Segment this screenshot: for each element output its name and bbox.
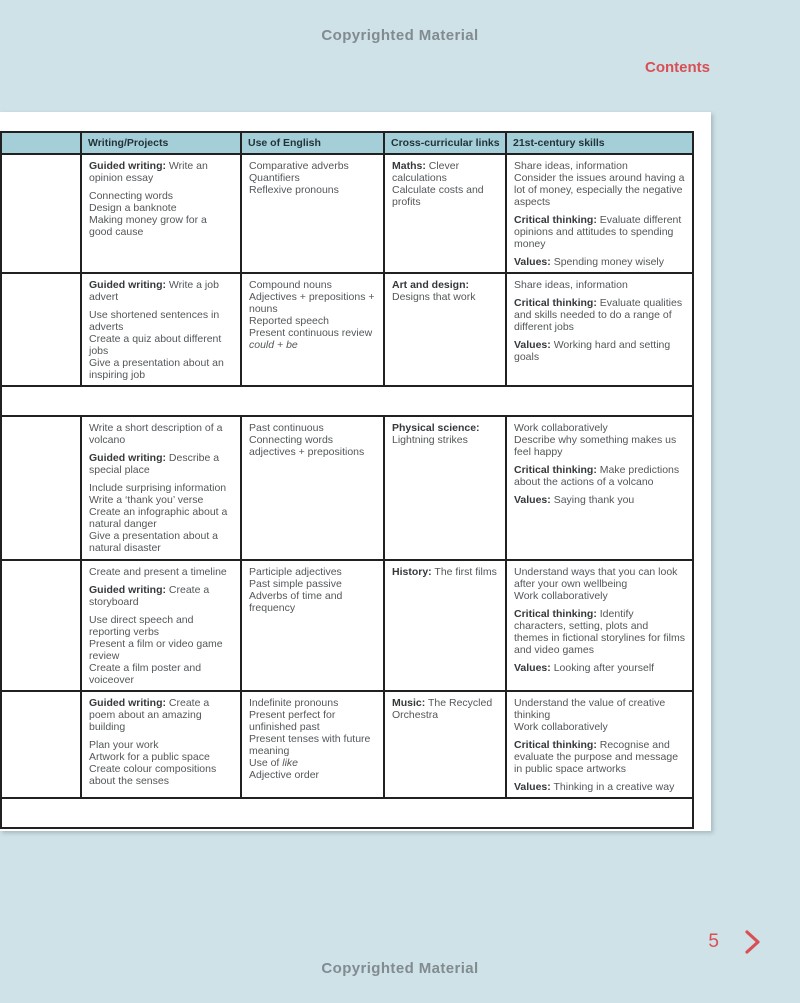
cell-paragraph: Create colour compositions about the senses <box>89 763 217 787</box>
use-of-english-cell <box>241 154 384 273</box>
writing-projects-cell <box>81 154 241 273</box>
spacer-cell <box>1 386 693 416</box>
cell-paragraph: Artwork for a public space <box>89 751 210 763</box>
cell-paragraph: Comparative adverbs <box>249 160 349 172</box>
cross-curricular-cell <box>384 416 506 560</box>
writing-projects-cell <box>81 691 241 798</box>
cell-paragraph: Adverbs of time and frequency <box>249 590 343 614</box>
cell-paragraph: Describe why something makes us feel happy <box>514 434 677 458</box>
cell-paragraph: Use shortened sentences in adverts <box>89 309 220 333</box>
cell-paragraph: Art and design: Designs that work <box>392 279 476 303</box>
cell-paragraph: Consider the issues around having a lot of money, especially the negative aspects <box>514 172 685 208</box>
use-of-english-cell <box>241 691 384 798</box>
cell-paragraph: Music: The Recycled Orchestra <box>392 697 493 721</box>
cell-paragraph: Critical thinking: Evaluate different opinions and attitudes to spending money <box>514 214 682 250</box>
table-row <box>1 273 693 386</box>
table-row <box>1 154 693 273</box>
table-header-row <box>1 132 693 154</box>
unit-cell <box>1 691 81 798</box>
column-header: Writing/Projects <box>81 132 241 154</box>
skills-cell <box>506 560 693 691</box>
cell-paragraph: Write a ‘thank you’ verse <box>89 494 204 506</box>
cell-paragraph: Include surprising information <box>89 482 227 494</box>
cell-paragraph: Critical thinking: Recognise and evaluate the purpose and message in public space artworks <box>514 739 679 775</box>
table-row <box>1 691 693 798</box>
cell-paragraph: Values: Saying thank you <box>514 494 635 506</box>
cell-paragraph: Guided writing: Create a storyboard <box>89 584 210 608</box>
cell-paragraph: Guided writing: Create a poem about an amazing building <box>89 697 210 733</box>
document-page <box>0 112 711 831</box>
cell-paragraph: Calculate costs and profits <box>392 184 484 208</box>
cell-paragraph: Making money grow for a good cause <box>89 214 207 238</box>
cell-paragraph: Participle adjectives <box>249 566 342 578</box>
cross-curricular-cell <box>384 691 506 798</box>
cell-paragraph: Values: Working hard and setting goals <box>514 339 671 363</box>
page-number: 5 <box>708 931 719 952</box>
writing-projects-cell <box>81 273 241 386</box>
next-page-button[interactable] <box>743 929 762 955</box>
cell-paragraph: Write a short description of a volcano <box>89 422 223 446</box>
cell-paragraph: Present tenses with future meaning <box>249 733 371 757</box>
page-navigation <box>708 929 762 955</box>
cell-paragraph: Use direct speech and reporting verbs <box>89 614 194 638</box>
cell-paragraph: Create and present a timeline <box>89 566 227 578</box>
use-of-english-cell <box>241 273 384 386</box>
cell-paragraph: could + be <box>249 339 298 351</box>
cell-paragraph: Understand ways that you can look after your own wellbeing <box>514 566 678 590</box>
use-of-english-cell <box>241 416 384 560</box>
cell-paragraph: Reported speech <box>249 315 329 327</box>
cross-curricular-cell <box>384 273 506 386</box>
writing-projects-cell <box>81 416 241 560</box>
cell-paragraph: Guided writing: Write an opinion essay <box>89 160 208 184</box>
unit-cell <box>1 416 81 560</box>
cell-paragraph: Values: Looking after yourself <box>514 662 655 674</box>
cell-paragraph: Share ideas, information <box>514 279 628 291</box>
cell-paragraph: Critical thinking: Evaluate qualities and skills needed to do a range of different jobs <box>514 297 683 333</box>
chevron-right-icon <box>743 929 762 955</box>
cell-paragraph: History: The first films <box>392 566 497 578</box>
spacer-row <box>1 386 693 416</box>
skills-cell <box>506 273 693 386</box>
unit-cell <box>1 560 81 691</box>
skills-cell <box>506 691 693 798</box>
cell-paragraph: Plan your work <box>89 739 159 751</box>
cell-paragraph: Critical thinking: Make predictions about the actions of a volcano <box>514 464 680 488</box>
cell-paragraph: Connecting words <box>249 434 334 446</box>
table-row <box>1 416 693 560</box>
cell-paragraph: Present a film or video game review <box>89 638 223 662</box>
cell-paragraph: Understand the value of creative thinking <box>514 697 666 721</box>
cell-paragraph: Values: Thinking in a creative way <box>514 781 675 793</box>
column-header: Use of English <box>241 132 384 154</box>
cross-curricular-cell <box>384 560 506 691</box>
writing-projects-cell <box>81 560 241 691</box>
cell-paragraph: Guided writing: Write a job advert <box>89 279 219 303</box>
unit-cell <box>1 273 81 386</box>
cell-paragraph: adjectives + prepositions <box>249 446 365 458</box>
cell-paragraph: Use of like <box>249 757 299 769</box>
cell-paragraph: Share ideas, information <box>514 160 628 172</box>
spacer-row <box>1 798 693 828</box>
cell-paragraph: Work collaboratively <box>514 422 608 434</box>
column-header: Cross-curricular links <box>384 132 506 154</box>
cell-paragraph: Past simple passive <box>249 578 342 590</box>
cell-paragraph: Adjective order <box>249 769 320 781</box>
cell-paragraph: Quantifiers <box>249 172 300 184</box>
column-header: 21st-century skills <box>506 132 693 154</box>
cell-paragraph: Present perfect for unfinished past <box>249 709 336 733</box>
cell-paragraph: Give a presentation about a natural disaster <box>89 530 219 554</box>
cell-paragraph: Adjectives + prepositions + nouns <box>249 291 375 315</box>
spacer-cell <box>1 798 693 828</box>
cell-paragraph: Past continuous <box>249 422 324 434</box>
cell-paragraph: Give a presentation about an inspiring job <box>89 357 224 381</box>
cell-paragraph: Reflexive pronouns <box>249 184 339 196</box>
cell-paragraph: Compound nouns <box>249 279 332 291</box>
skills-cell <box>506 416 693 560</box>
cell-paragraph: Present continuous review <box>249 327 373 339</box>
cell-paragraph: Physical science: Lightning strikes <box>392 422 480 446</box>
column-header <box>1 132 81 154</box>
cell-paragraph: Work collaboratively <box>514 590 608 602</box>
contents-link[interactable]: Contents <box>645 59 710 76</box>
contents-table <box>0 131 694 829</box>
cell-paragraph: Create a film poster and voiceover <box>89 662 202 686</box>
cell-paragraph: Critical thinking: Identify characters, setting, plots and themes in fictional storylines for films and video games <box>514 608 685 656</box>
cell-paragraph: Create an infographic about a natural danger <box>89 506 228 530</box>
cell-paragraph: Values: Spending money wisely <box>514 256 665 268</box>
table-row <box>1 560 693 691</box>
cross-curricular-cell <box>384 154 506 273</box>
cell-paragraph: Work collaboratively <box>514 721 608 733</box>
cell-paragraph: Design a banknote <box>89 202 177 214</box>
cell-paragraph: Connecting words <box>89 190 174 202</box>
cell-paragraph: Maths: Clever calculations <box>392 160 460 184</box>
skills-cell <box>506 154 693 273</box>
watermark-bottom: Copyrighted Material <box>321 960 479 977</box>
watermark-top: Copyrighted Material <box>321 27 479 44</box>
use-of-english-cell <box>241 560 384 691</box>
cell-paragraph: Guided writing: Describe a special place <box>89 452 220 476</box>
cell-paragraph: Indefinite pronouns <box>249 697 339 709</box>
unit-cell <box>1 154 81 273</box>
cell-paragraph: Create a quiz about different jobs <box>89 333 222 357</box>
